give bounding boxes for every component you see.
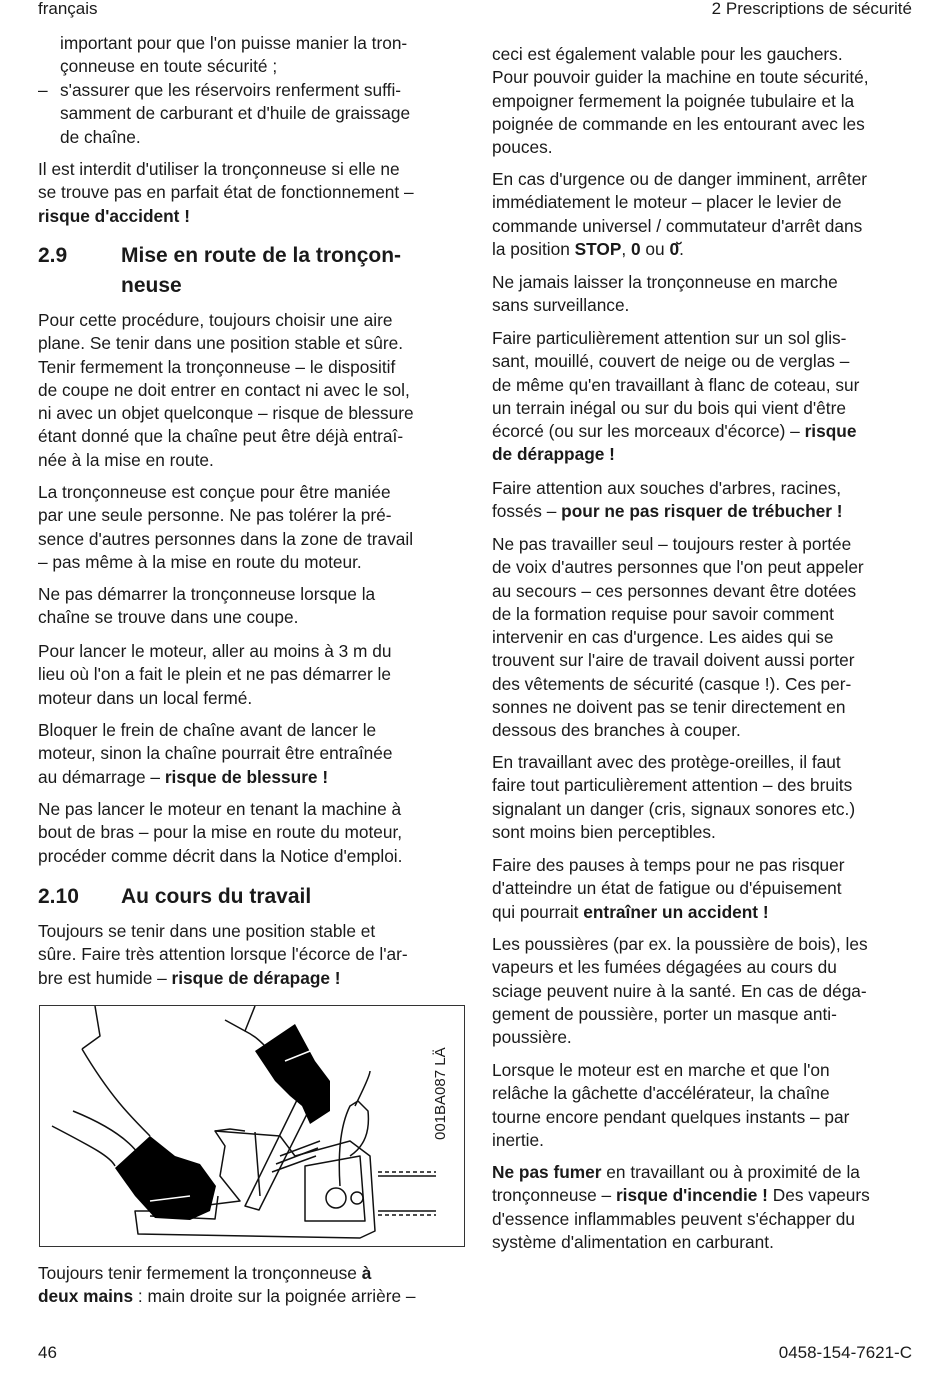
text-line: se trouve pas en parfait état de fonctionnement – bbox=[38, 182, 414, 203]
text-line: plane. Se tenir dans une position stable et sûre. bbox=[38, 333, 404, 354]
paragraph bbox=[492, 854, 845, 924]
text-line: Lorsque le moteur est en marche et que l'on bbox=[492, 1060, 830, 1080]
paragraph bbox=[492, 271, 838, 318]
text-line: – pas même à la mise en route du moteur. bbox=[38, 551, 362, 572]
text-line: la position STOP, 0 ou 0̆. bbox=[492, 238, 684, 259]
emphasis-text: STOP bbox=[574, 238, 622, 259]
text-line: s'assurer que les réservoirs renferment suffi- bbox=[60, 80, 402, 100]
paragraph bbox=[492, 168, 867, 261]
text-line: En cas d'urgence ou de danger imminent, arrêter bbox=[492, 169, 868, 189]
paragraph bbox=[38, 798, 402, 868]
paragraph bbox=[492, 43, 869, 159]
text-line: chaîne se trouve dans une coupe. bbox=[38, 607, 299, 628]
paragraph bbox=[492, 1059, 849, 1152]
emphasis-text: risque de dérapage ! bbox=[171, 967, 341, 988]
paragraph bbox=[38, 640, 391, 710]
text-line: Ne pas démarrer la tronçonneuse lorsque la bbox=[38, 584, 376, 604]
text-line: vapeurs et les fumées dégagées au cours du bbox=[492, 957, 837, 978]
heading-title: Mise en route de la tronçon- neuse bbox=[121, 244, 402, 297]
paragraph bbox=[60, 32, 407, 79]
text-line: fossés – pour ne pas risquer de trébucher ! bbox=[492, 501, 843, 522]
paragraph bbox=[38, 583, 375, 630]
text-line: gement de poussière, porter un masque anti- bbox=[492, 1003, 837, 1024]
emphasis-text: de dérappage ! bbox=[492, 444, 615, 465]
text-line: Pour cette procédure, toujours choisir une aire bbox=[38, 310, 393, 330]
paragraph bbox=[38, 1262, 416, 1309]
emphasis-text: 0 bbox=[630, 238, 641, 259]
text-line: étant donné que la chaîne peut être déjà entraî- bbox=[38, 426, 404, 447]
text-line: écorcé (ou sur les morceaux d'écorce) – risque bbox=[492, 421, 857, 442]
text-line: Il est interdit d'utiliser la tronçonneuse si elle ne bbox=[38, 159, 400, 179]
text-line: de chaîne. bbox=[60, 126, 141, 147]
text-line: de la formation requise pour savoir comment bbox=[492, 603, 834, 624]
emphasis-text: risque de blessure ! bbox=[164, 766, 329, 787]
paragraph bbox=[38, 309, 414, 472]
text-line: Bloquer le frein de chaîne avant de lancer le bbox=[38, 720, 377, 740]
text-line: sence d'autres personnes dans la zone de travail bbox=[38, 528, 414, 549]
text-line: samment de carburant et d'huile de graissage bbox=[60, 103, 411, 124]
emphasis-text: risque d'accident ! bbox=[38, 205, 190, 226]
text-line: au démarrage – risque de blessure ! bbox=[38, 766, 329, 787]
text-line: par une seule personne. Ne pas tolérer la pré- bbox=[38, 505, 392, 526]
text-line: inertie. bbox=[492, 1129, 544, 1150]
text-line: çonneuse en toute sécurité ; bbox=[60, 56, 278, 77]
text-line: poignée de commande en les entourant avec les bbox=[492, 113, 865, 134]
paragraph bbox=[38, 719, 393, 789]
text-line: En travaillant avec des protège-oreilles, il faut bbox=[492, 752, 841, 772]
text-line: au secours – ces personnes devant être dotées bbox=[492, 580, 857, 601]
paragraph bbox=[38, 481, 413, 574]
text-line: qui pourrait entraîner un accident ! bbox=[492, 901, 769, 922]
section-heading-2-9 bbox=[38, 241, 458, 301]
text-line: de même qu'en travaillant à flanc de coteau, sur bbox=[492, 374, 860, 395]
text-line: immédiatement le moteur – placer le levier de bbox=[492, 192, 842, 213]
emphasis-text: 0̆ bbox=[669, 238, 680, 259]
text-line: faire tout particulièrement attention – des bruits bbox=[492, 775, 853, 796]
figure-label: 001BA087 LÄ bbox=[432, 1047, 449, 1140]
bullet-dash: – bbox=[38, 80, 48, 100]
emphasis-text: risque d'incendie ! bbox=[615, 1185, 768, 1206]
chainsaw-hands-drawing bbox=[40, 1006, 463, 1245]
section-heading-2-10 bbox=[38, 882, 458, 912]
text-line: sant, mouillé, couvert de neige ou de verglas – bbox=[492, 351, 850, 372]
text-line: des vêtements de sécurité (casque !). Ces per- bbox=[492, 673, 852, 694]
text-line: moteur dans un local fermé. bbox=[38, 687, 253, 708]
text-line: d'essence inflammables peuvent s'échapper du bbox=[492, 1208, 856, 1229]
emphasis-text: à bbox=[361, 1263, 372, 1283]
text-line: Tenir fermement la tronçonneuse – le dispositif bbox=[38, 356, 396, 377]
text-line: Toujours tenir fermement la tronçonneuse à bbox=[38, 1263, 372, 1283]
text-line: La tronçonneuse est conçue pour être maniée bbox=[38, 482, 391, 502]
text-line bbox=[492, 443, 859, 466]
heading-title: Au cours du travail bbox=[121, 885, 312, 908]
emphasis-text: pour ne pas risquer de trébucher ! bbox=[561, 501, 843, 522]
page-number: 46 bbox=[38, 1343, 57, 1362]
text-line: Ne pas lancer le moteur en tenant la machine à bbox=[38, 799, 402, 819]
header-language: français bbox=[38, 0, 98, 18]
text-line: poussière. bbox=[492, 1027, 572, 1048]
text-line: empoigner fermement la poignée tubulaire et la bbox=[492, 90, 855, 111]
paragraph bbox=[492, 477, 843, 524]
text-line: relâche la gâchette d'accélérateur, la chaîne bbox=[492, 1083, 830, 1104]
text-line: commande universel / commutateur d'arrêt dans bbox=[492, 215, 863, 236]
text-line: ni avec un objet quelconque – risque de blessure bbox=[38, 403, 414, 424]
emphasis-text: risque bbox=[804, 421, 857, 442]
text-line: tourne encore pendant quelques instants – par bbox=[492, 1106, 850, 1127]
text-line: née à la mise en route. bbox=[38, 449, 214, 470]
text-line: moteur, sinon la chaîne pourrait être entraînée bbox=[38, 743, 393, 764]
text-line: bre est humide – risque de dérapage ! bbox=[38, 967, 341, 988]
text-line: Faire des pauses à temps pour ne pas risquer bbox=[492, 855, 845, 875]
text-line: Toujours se tenir dans une position stable et bbox=[38, 921, 376, 941]
heading-number: 2.10 bbox=[38, 885, 79, 908]
text-line: ceci est également valable pour les gauchers. bbox=[492, 44, 843, 64]
text-line: d'atteindre un état de fatigue ou d'épuisement bbox=[492, 878, 842, 899]
text-line: Pour lancer le moteur, aller au moins à 3 m du bbox=[38, 641, 392, 661]
heading-number: 2.9 bbox=[38, 244, 68, 267]
text-line: procéder comme décrit dans la Notice d'emploi. bbox=[38, 845, 403, 866]
text-line: sciage peuvent nuire à la santé. En cas de déga- bbox=[492, 980, 867, 1001]
text-line: signalant un danger (cris, signaux sonores etc.) bbox=[492, 798, 856, 819]
text-line: tronçonneuse – risque d'incendie ! Des vapeurs bbox=[492, 1185, 870, 1206]
chainsaw-illustration bbox=[39, 1005, 465, 1247]
text-line: système d'alimentation en carburant. bbox=[492, 1231, 774, 1252]
text-line: Ne pas fumer en travaillant ou à proximité de la bbox=[492, 1162, 860, 1182]
text-line: lieu où l'on a fait le plein et ne pas démarrer le bbox=[38, 664, 391, 685]
text-line: trouvent sur l'aire de travail doivent aussi porter bbox=[492, 650, 855, 671]
text-line: sonnes ne doivent pas se tenir directement en bbox=[492, 697, 846, 718]
text-line: Ne jamais laisser la tronçonneuse en marche bbox=[492, 272, 838, 292]
text-line: Les poussières (par ex. la poussière de bois), les bbox=[492, 934, 868, 954]
text-line: de voix d'autres personnes que l'on peut appeler bbox=[492, 557, 864, 578]
text-line: dessous des branches à couper. bbox=[492, 720, 741, 741]
text-line: pouces. bbox=[492, 137, 553, 158]
bullet-item bbox=[60, 79, 410, 149]
text-line: sont moins bien perceptibles. bbox=[492, 821, 716, 842]
document-code: 0458-154-7621-C bbox=[778, 1343, 912, 1362]
text-line: un terrain inégal ou sur du bois qui vient d'être bbox=[492, 397, 846, 418]
emphasis-text: Ne pas fumer bbox=[492, 1162, 602, 1182]
text-line: important pour que l'on puisse manier la tron- bbox=[60, 33, 408, 53]
paragraph bbox=[492, 1161, 870, 1254]
paragraph bbox=[38, 920, 408, 990]
paragraph bbox=[38, 158, 414, 228]
paragraph bbox=[492, 533, 864, 743]
text-line: sûre. Faire très attention lorsque l'écorce de l'ar- bbox=[38, 944, 408, 965]
paragraph bbox=[492, 933, 868, 1049]
text-line: deux mains : main droite sur la poignée arrière – bbox=[38, 1286, 416, 1307]
paragraph bbox=[492, 327, 859, 467]
text-line: Pour pouvoir guider la machine en toute sécurité, bbox=[492, 67, 869, 88]
header-section: 2 Prescriptions de sécurité bbox=[711, 0, 912, 18]
text-line: bout de bras – pour la mise en route du moteur, bbox=[38, 822, 403, 843]
text-line: sans surveillance. bbox=[492, 295, 630, 316]
text-line: Ne pas travailler seul – toujours rester à portée bbox=[492, 534, 852, 554]
text-line bbox=[38, 205, 414, 228]
text-line: de coupe ne doit entrer en contact ni avec le sol, bbox=[38, 379, 410, 400]
text-line: intervenir en cas d'urgence. Les aides qui se bbox=[492, 627, 834, 648]
text-line: Faire attention aux souches d'arbres, racines, bbox=[492, 478, 842, 498]
emphasis-text: entraîner un accident ! bbox=[583, 901, 769, 922]
paragraph bbox=[492, 751, 855, 844]
emphasis-text: deux mains bbox=[38, 1286, 134, 1307]
text-line: Faire particulièrement attention sur un sol glis- bbox=[492, 328, 847, 348]
